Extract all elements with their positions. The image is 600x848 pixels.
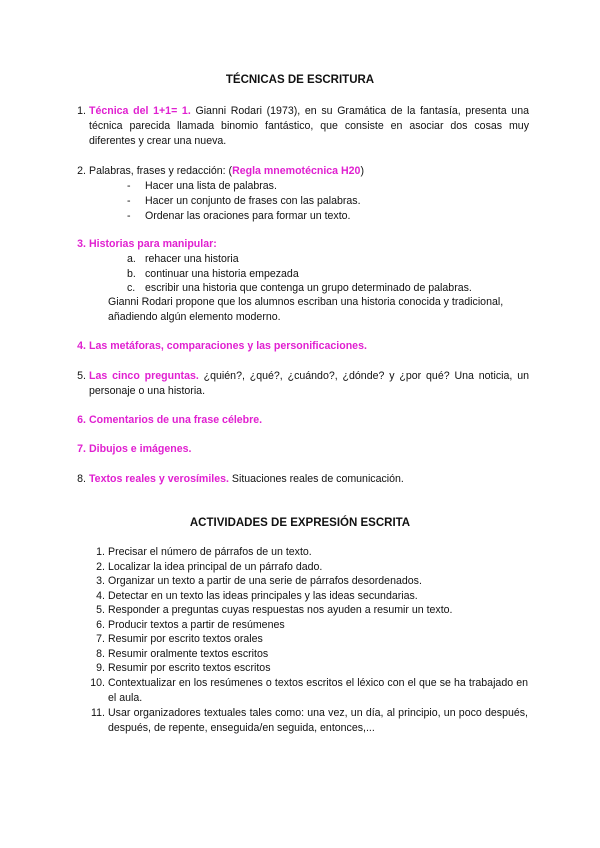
activity-item (96, 603, 528, 618)
activity-text: Responder a preguntas cuyas respuestas nos ayuden a resumir un texto. (108, 604, 453, 616)
item-highlight: Regla mnemotécnica H20 (232, 165, 361, 177)
item-highlight: Historias para manipular: (89, 238, 217, 250)
activity-number: 9. (96, 662, 105, 674)
title-actividades: ACTIVIDADES DE EXPRESIÓN ESCRITA (189, 517, 411, 529)
sub-marker: a. (127, 253, 136, 265)
sub-text: Ordenar las oraciones para formar un texto. (145, 210, 351, 222)
sub-marker: - (127, 210, 131, 222)
sub-text: Hacer un conjunto de frases con las palabras. (145, 195, 361, 207)
item-text: Situaciones reales de comunicación. (228, 473, 404, 485)
activity-text: Precisar el número de párrafos de un texto. (108, 546, 312, 558)
item-text-close: ) (360, 165, 364, 177)
item-number: 1. (77, 105, 86, 117)
item-text: Gianni Rodari (1973), en su Gramática de la fantasía, presenta una técnica parecida llamada binomio fantástico, que consiste en asociar dos cosas muy diferentes y crear una nueva. (89, 105, 529, 147)
item-text: ¿quién?, ¿qué?, ¿cuándo?, ¿dónde? y ¿por qué? Una noticia, un personaje o una historia. (89, 370, 529, 397)
tecnica-item-5 (77, 369, 529, 399)
activity-text: Usar organizadores textuales tales como: una vez, un día, al principio, un poco después, después, de repente, enseguida/en seguida, entonces,... (108, 707, 528, 734)
activity-item (91, 706, 528, 736)
activity-text: Detectar en un texto las ideas principales y las ideas secundarias. (108, 590, 418, 602)
activity-text: Resumir por escrito textos orales (108, 633, 263, 645)
activity-number: 10. (90, 677, 105, 689)
item-number: 7. (77, 443, 86, 455)
item-number: 4. (77, 340, 86, 352)
item-text: Palabras, frases y redacción: ( (89, 165, 233, 177)
activity-item (90, 676, 528, 706)
tecnica-item-1 (77, 104, 529, 149)
activity-number: 1. (96, 546, 105, 558)
activity-number: 4. (96, 590, 105, 602)
activity-text: Resumir por escrito textos escritos (108, 662, 271, 674)
activity-item (96, 661, 528, 676)
activity-item (96, 545, 528, 560)
activity-item (96, 589, 528, 604)
tecnica-item-8 (77, 472, 529, 487)
item-highlight: Las metáforas, comparaciones y las personificaciones. (89, 340, 367, 352)
title-tecnicas: TÉCNICAS DE ESCRITURA (225, 74, 375, 86)
activity-item (96, 574, 528, 589)
tecnica-item-3 (77, 237, 529, 252)
sub-marker: - (127, 195, 131, 207)
item-number: 8. (77, 473, 86, 485)
item-highlight: Dibujos e imágenes. (89, 443, 192, 455)
tecnica-item-6 (77, 413, 529, 428)
sub-marker: - (127, 180, 131, 192)
activity-text: Organizar un texto a partir de una serie de párrafos desordenados. (108, 575, 422, 587)
activity-number: 11. (91, 707, 105, 719)
activity-text: Contextualizar en los resúmenes o textos escritos el léxico con el que se ha trabajado en el aula. (108, 677, 528, 704)
sub-text: Hacer una lista de palabras. (145, 180, 277, 192)
activity-item (96, 632, 528, 647)
activity-number: 2. (96, 561, 105, 573)
tecnica-item-4 (77, 339, 529, 354)
activity-item (96, 618, 528, 633)
sub-marker: c. (127, 282, 136, 294)
tecnica-item-2 (77, 164, 529, 179)
item-number: 6. (77, 414, 86, 426)
tecnica-item-7 (77, 442, 529, 457)
sub-marker: b. (127, 268, 136, 280)
activity-item (96, 647, 528, 662)
item-number: 3. (77, 238, 86, 250)
activity-number: 7. (96, 633, 105, 645)
item-highlight: Las cinco preguntas. (89, 370, 199, 382)
item-number: 5. (77, 370, 86, 382)
activity-text: Localizar la idea principal de un párrafo dado. (108, 561, 323, 573)
activity-text: Producir textos a partir de resúmenes (108, 619, 285, 631)
item-number: 2. (77, 165, 86, 177)
item-3-note: Gianni Rodari propone que los alumnos escriban una historia conocida y tradicional, añadiendo algún elemento moderno. (108, 296, 504, 323)
item-highlight: Textos reales y verosímiles. (89, 473, 229, 485)
sub-text: rehacer una historia (145, 253, 239, 265)
sub-text: continuar una historia empezada (145, 268, 299, 280)
activity-number: 6. (96, 619, 105, 631)
activity-number: 8. (96, 648, 105, 660)
sub-text: escribir una historia que contenga un grupo determinado de palabras. (145, 282, 472, 294)
item-highlight: Técnica del 1+1= 1. (89, 105, 191, 117)
item-highlight: Comentarios de una frase célebre. (89, 414, 263, 426)
activity-text: Resumir oralmente textos escritos (108, 648, 269, 660)
activity-number: 3. (96, 575, 105, 587)
activity-item (96, 560, 528, 575)
activity-number: 5. (96, 604, 105, 616)
